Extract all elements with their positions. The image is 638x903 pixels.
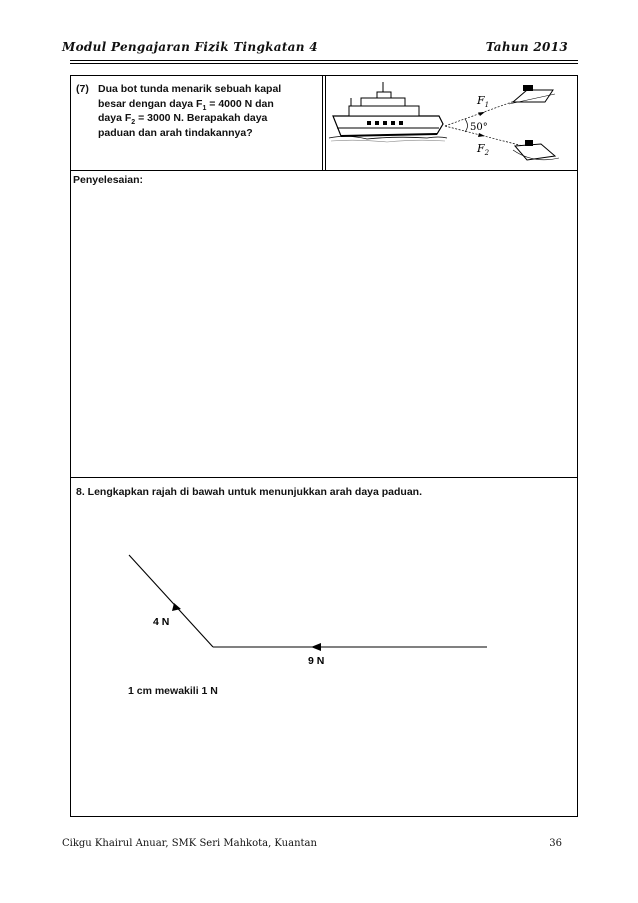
force-diagram: [71, 478, 577, 816]
f1-label: $F_1$: [477, 94, 490, 109]
header-rule: [70, 60, 578, 61]
footer-author: Cikgu Khairul Anuar, SMK Seri Mahkota, Kuantan: [62, 838, 317, 849]
force-vector-4n: [129, 555, 213, 647]
force-4n-label: 4 N: [153, 616, 170, 628]
question-line-4: paduan dan arah tindakannya?: [98, 126, 253, 139]
angle-label: 50°: [470, 122, 488, 133]
tugboat-2-illustration: [513, 140, 559, 160]
force-9n-label: 9 N: [308, 655, 325, 667]
solution-box: [70, 170, 578, 478]
angle-arc: [465, 119, 468, 132]
column-divider-double: [325, 76, 326, 170]
tugboat-1-illustration: [509, 85, 555, 104]
ship-illustration: [329, 82, 447, 142]
solution-label: Penyelesaian:: [73, 174, 144, 186]
question-7-box: [70, 75, 578, 171]
question-number: (7): [76, 83, 89, 95]
page-number: 36: [549, 838, 562, 849]
tugboat-diagram: [327, 76, 577, 170]
f2-arrow: [478, 133, 485, 137]
f2-label: $F_2$: [477, 142, 490, 157]
header-year: Tahun 2013: [485, 40, 568, 54]
column-divider: [322, 76, 323, 170]
question-8-text: 8. Lengkapkan rajah di bawah untuk menunjukkan arah daya paduan.: [76, 486, 423, 498]
header-title: Modul Pengajaran Fizik Tingkatan 4: [62, 40, 318, 54]
question-8-box: [70, 477, 578, 817]
force-9n-arrow: [311, 643, 321, 651]
scale-note: 1 cm mewakili 1 N: [128, 685, 218, 697]
question-line-1: Dua bot tunda menarik sebuah kapal: [98, 83, 282, 95]
header-rule-double: [70, 63, 578, 64]
question-line-2: besar dengan daya $F_1 = 4000$ N dan: [98, 97, 274, 112]
question-line-3: daya $F_2 = 3000$ N. Berapakah daya: [98, 112, 268, 127]
f1-arrow: [478, 112, 485, 116]
